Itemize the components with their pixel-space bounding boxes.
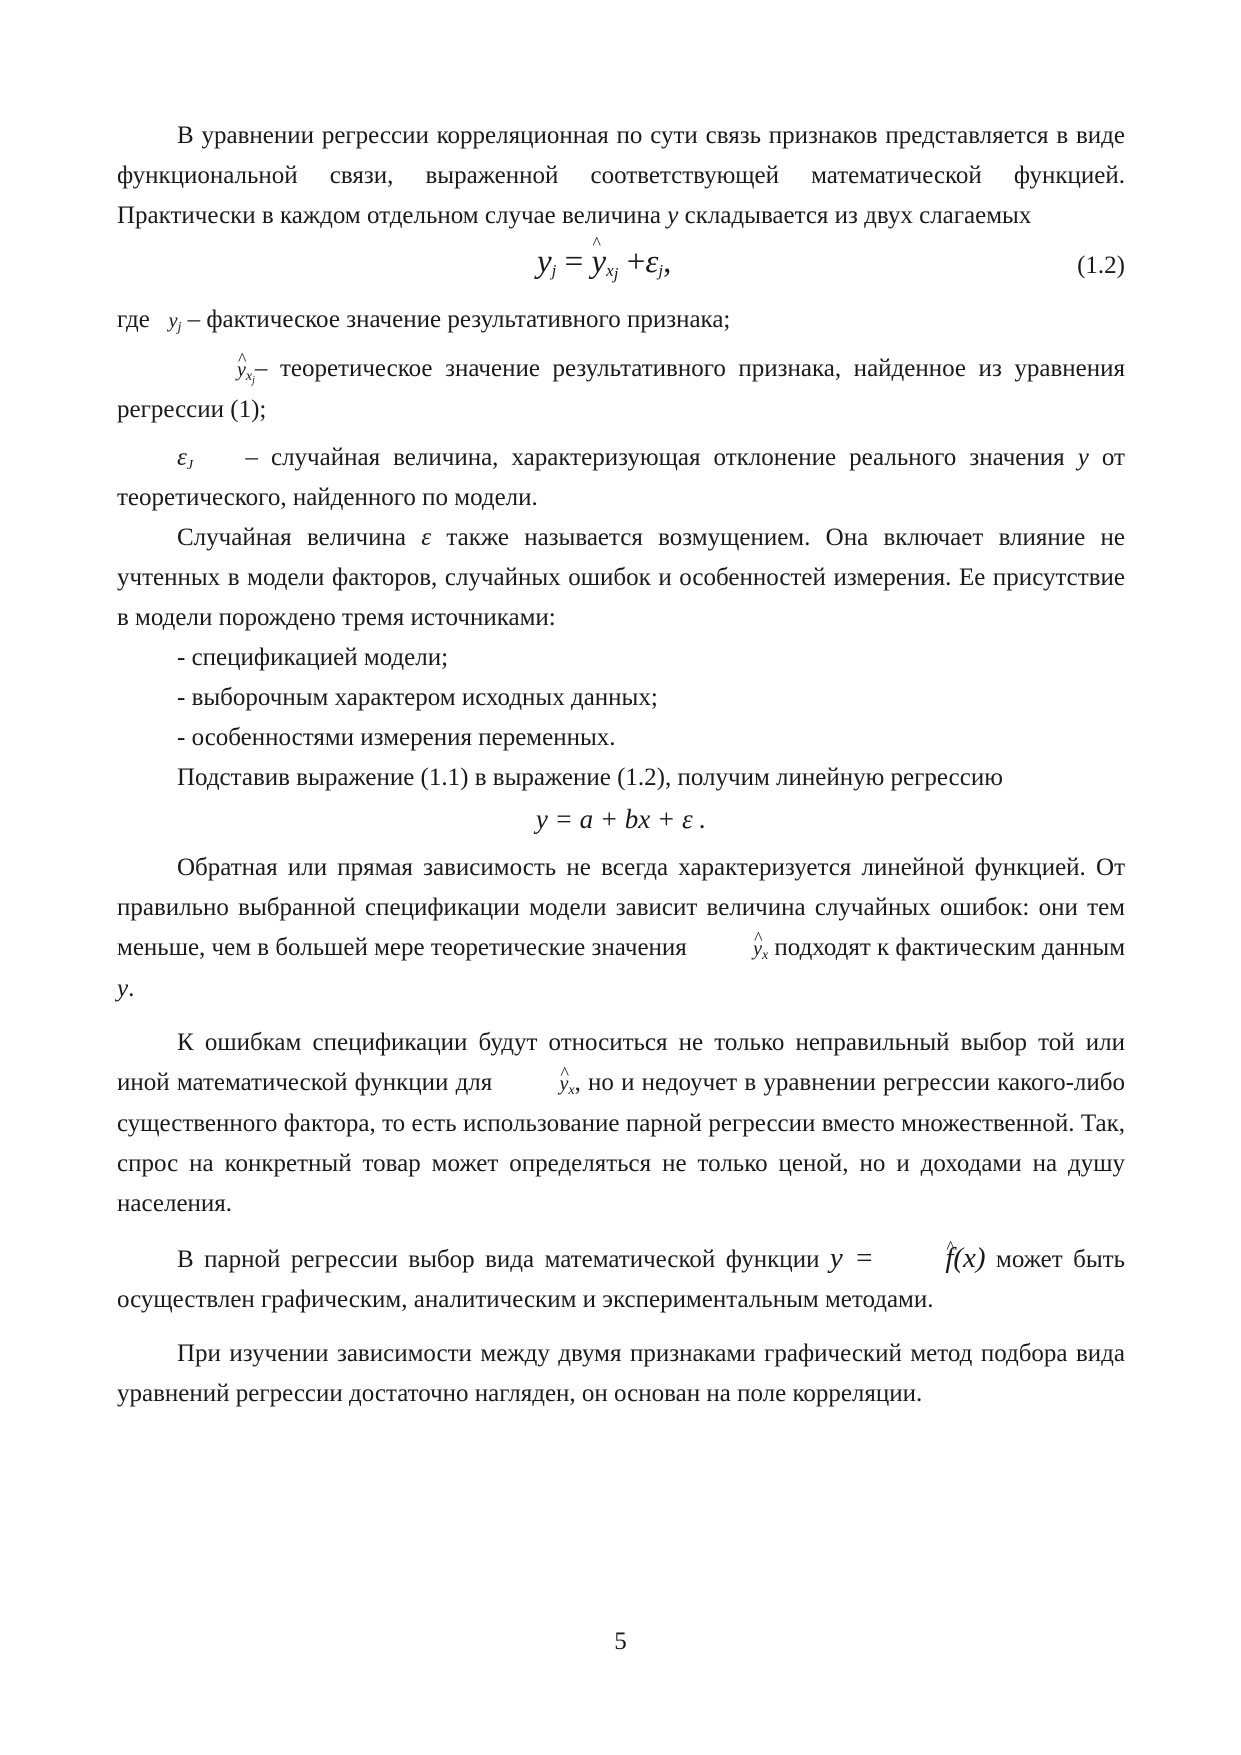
equation-linear-formula: y = a + bx + ε . (535, 804, 707, 834)
list-item: - выборочным характером исходных данных; (177, 684, 658, 711)
equation-linear (117, 802, 1125, 844)
paragraph-specification: Обратная или прямая зависимость не всегда характеризуется линейной функцией. От правильно выбранной спецификации модели зависит величина случайных ошибок: они тем меньше, чем в большей мере теоретические значения ^ $y_x$ подходят к фактическим данным y. (117, 848, 1125, 1009)
paragraph-regression-intro: В уравнении регрессии корреляционная по сути связь признаков представляется в виде функциональной связи, выраженной соответствующей математической функцией. Практически в каждом отдельном случае величина y складывается из двух слагаемых (117, 122, 1125, 229)
paragraph-substitution: Подставив выражение (1.1) в выражение (1.2), получим линейную регрессию (177, 764, 1003, 791)
y-hat: ^ y (592, 244, 607, 281)
equation-number: (1.2) (1077, 252, 1125, 279)
paragraph-random-variable: Случайная величина ε также называется возмущением. Она включает влияние не учтенных в модели факторов, случайных ошибок и особенностей измерения. Ее присутствие в модели порождено тремя источниками: (117, 524, 1126, 631)
definition-yj: где $y_j$ – фактическое значение результативного признака; (117, 306, 731, 335)
list-item: - особенностями измерения переменных. (177, 724, 616, 751)
definition-epsilon: $\varepsilon_J$ – случайная величина, характеризующая отклонение реального значения y от теоретического, найденного по модели. (117, 444, 1125, 511)
paragraph-graphical-method: При изучении зависимости между двумя признаками графический метод подбора вида уравнений регрессии достаточно нагляден, он основан на поле корреляции. (117, 1340, 1125, 1407)
paragraph-paired-regression: В парной регрессии выбор вида математической функции y = ^ f(x) может быть осуществлен графическим, аналитическим и экспериментальным методами. (117, 1238, 1125, 1320)
paragraph-specification-errors: К ошибкам спецификации будут относиться не только неправильный выбор той или иной математической функции для ^ $y_x$, но и недоучет в уравнении регрессии какого-либо существенного фактора, то есть использование парной регрессии вместо множественной. Так, спрос на конкретный товар может определяться не только ценой, но и доходами на душу населения. (117, 1023, 1125, 1224)
list-item: - спецификацией модели; (177, 644, 449, 671)
var-y: y (667, 202, 679, 229)
definition-y-hat: ^ $y_{x_j}-$ теоретическое значение результативного признака, найденное из уравнения регрессии (1); (117, 349, 1125, 430)
page-number: 5 (614, 1628, 627, 1655)
equation-1-2 (117, 240, 1125, 298)
page-content (117, 116, 1125, 1414)
equation-1-2-formula: $y_j$ = ^ $y_{x_j} +\varepsilon_j$, (537, 244, 671, 281)
formula-y-f-x: y = ^ f(x) (830, 1242, 986, 1274)
